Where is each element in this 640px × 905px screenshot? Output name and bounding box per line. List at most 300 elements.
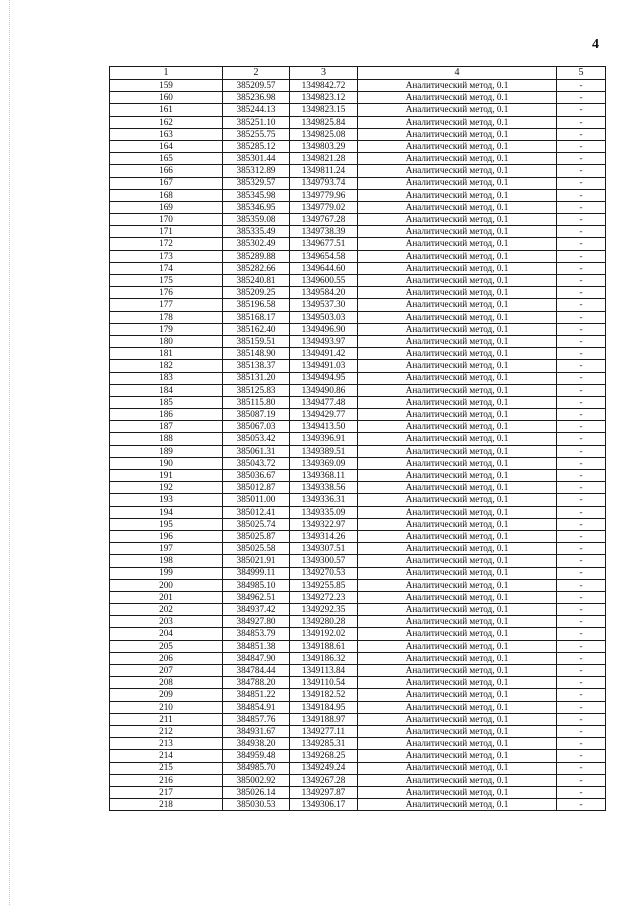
- cell-note: -: [557, 262, 606, 274]
- cell-point-number: 190: [110, 457, 223, 469]
- cell-x-coordinate: 385131.20: [223, 372, 290, 384]
- cell-point-number: 183: [110, 372, 223, 384]
- table-row: [110, 128, 606, 140]
- cell-x-coordinate: 385026.14: [223, 786, 290, 798]
- cell-method: Аналитический метод, 0.1: [358, 713, 557, 725]
- cell-method: Аналитический метод, 0.1: [358, 287, 557, 299]
- table-row: [110, 774, 606, 786]
- table-row: [110, 628, 606, 640]
- cell-method: Аналитический метод, 0.1: [358, 360, 557, 372]
- cell-y-coordinate: 1349825.84: [290, 116, 358, 128]
- cell-y-coordinate: 1349493.97: [290, 335, 358, 347]
- cell-x-coordinate: 385359.08: [223, 214, 290, 226]
- cell-method: Аналитический метод, 0.1: [358, 543, 557, 555]
- cell-method: Аналитический метод, 0.1: [358, 628, 557, 640]
- cell-y-coordinate: 1349503.03: [290, 311, 358, 323]
- cell-y-coordinate: 1349186.32: [290, 652, 358, 664]
- cell-method: Аналитический метод, 0.1: [358, 457, 557, 469]
- cell-method: Аналитический метод, 0.1: [358, 323, 557, 335]
- cell-note: -: [557, 555, 606, 567]
- table-row: [110, 433, 606, 445]
- table-row: [110, 409, 606, 421]
- cell-note: -: [557, 494, 606, 506]
- cell-x-coordinate: 385289.88: [223, 250, 290, 262]
- cell-point-number: 211: [110, 713, 223, 725]
- cell-point-number: 210: [110, 701, 223, 713]
- cell-method: Аналитический метод, 0.1: [358, 396, 557, 408]
- cell-note: -: [557, 604, 606, 616]
- cell-method: Аналитический метод, 0.1: [358, 738, 557, 750]
- cell-y-coordinate: 1349677.51: [290, 238, 358, 250]
- cell-x-coordinate: 385030.53: [223, 799, 290, 811]
- cell-x-coordinate: 385209.57: [223, 80, 290, 92]
- cell-x-coordinate: 384854.91: [223, 701, 290, 713]
- cell-x-coordinate: 385025.74: [223, 518, 290, 530]
- table-row: [110, 372, 606, 384]
- cell-point-number: 163: [110, 128, 223, 140]
- table-row: [110, 80, 606, 92]
- table-row: [110, 799, 606, 811]
- table-row: [110, 482, 606, 494]
- cell-method: Аналитический метод, 0.1: [358, 470, 557, 482]
- cell-note: -: [557, 177, 606, 189]
- cell-x-coordinate: 385021.91: [223, 555, 290, 567]
- cell-x-coordinate: 384985.70: [223, 762, 290, 774]
- cell-y-coordinate: 1349825.08: [290, 128, 358, 140]
- cell-method: Аналитический метод, 0.1: [358, 786, 557, 798]
- cell-method: Аналитический метод, 0.1: [358, 275, 557, 287]
- cell-note: -: [557, 421, 606, 433]
- cell-point-number: 195: [110, 518, 223, 530]
- cell-method: Аналитический метод, 0.1: [358, 311, 557, 323]
- cell-point-number: 199: [110, 567, 223, 579]
- cell-note: -: [557, 457, 606, 469]
- cell-y-coordinate: 1349249.24: [290, 762, 358, 774]
- cell-point-number: 188: [110, 433, 223, 445]
- cell-note: -: [557, 335, 606, 347]
- table-row: [110, 738, 606, 750]
- cell-note: -: [557, 214, 606, 226]
- cell-point-number: 201: [110, 591, 223, 603]
- cell-method: Аналитический метод, 0.1: [358, 530, 557, 542]
- cell-note: -: [557, 616, 606, 628]
- cell-x-coordinate: 385301.44: [223, 153, 290, 165]
- table-row: [110, 287, 606, 299]
- table-row: [110, 543, 606, 555]
- cell-method: Аналитический метод, 0.1: [358, 677, 557, 689]
- table-row: [110, 226, 606, 238]
- cell-note: -: [557, 80, 606, 92]
- cell-note: -: [557, 774, 606, 786]
- cell-x-coordinate: 385159.51: [223, 335, 290, 347]
- cell-note: -: [557, 786, 606, 798]
- cell-note: -: [557, 409, 606, 421]
- cell-point-number: 182: [110, 360, 223, 372]
- cell-note: -: [557, 299, 606, 311]
- cell-y-coordinate: 1349803.29: [290, 140, 358, 152]
- cell-method: Аналитический метод, 0.1: [358, 153, 557, 165]
- cell-y-coordinate: 1349823.15: [290, 104, 358, 116]
- cell-x-coordinate: 385255.75: [223, 128, 290, 140]
- cell-y-coordinate: 1349110.54: [290, 677, 358, 689]
- cell-point-number: 171: [110, 226, 223, 238]
- cell-note: -: [557, 567, 606, 579]
- table-row: [110, 579, 606, 591]
- cell-x-coordinate: 385346.95: [223, 201, 290, 213]
- table-row: [110, 348, 606, 360]
- table-row: [110, 591, 606, 603]
- cell-x-coordinate: 385115.80: [223, 396, 290, 408]
- cell-note: -: [557, 640, 606, 652]
- cell-note: -: [557, 738, 606, 750]
- cell-point-number: 212: [110, 725, 223, 737]
- cell-method: Аналитический метод, 0.1: [358, 384, 557, 396]
- cell-note: -: [557, 750, 606, 762]
- cell-point-number: 161: [110, 104, 223, 116]
- cell-point-number: 218: [110, 799, 223, 811]
- cell-y-coordinate: 1349811.24: [290, 165, 358, 177]
- cell-point-number: 177: [110, 299, 223, 311]
- cell-point-number: 167: [110, 177, 223, 189]
- cell-point-number: 180: [110, 335, 223, 347]
- table-row: [110, 201, 606, 213]
- cell-x-coordinate: 385148.90: [223, 348, 290, 360]
- cell-note: -: [557, 579, 606, 591]
- cell-y-coordinate: 1349268.25: [290, 750, 358, 762]
- cell-method: Аналитический метод, 0.1: [358, 555, 557, 567]
- cell-y-coordinate: 1349496.90: [290, 323, 358, 335]
- cell-note: -: [557, 348, 606, 360]
- cell-y-coordinate: 1349654.58: [290, 250, 358, 262]
- table-row: [110, 616, 606, 628]
- cell-x-coordinate: 385025.58: [223, 543, 290, 555]
- cell-point-number: 172: [110, 238, 223, 250]
- cell-note: -: [557, 689, 606, 701]
- table-row: [110, 104, 606, 116]
- cell-y-coordinate: 1349537.30: [290, 299, 358, 311]
- cell-x-coordinate: 384962.51: [223, 591, 290, 603]
- cell-note: -: [557, 713, 606, 725]
- table-row: [110, 518, 606, 530]
- cell-point-number: 173: [110, 250, 223, 262]
- cell-y-coordinate: 1349584.20: [290, 287, 358, 299]
- cell-x-coordinate: 385061.31: [223, 445, 290, 457]
- table-row: [110, 640, 606, 652]
- table-row: [110, 421, 606, 433]
- cell-x-coordinate: 385125.83: [223, 384, 290, 396]
- cell-x-coordinate: 385335.49: [223, 226, 290, 238]
- cell-y-coordinate: 1349490.86: [290, 384, 358, 396]
- cell-note: -: [557, 287, 606, 299]
- cell-note: -: [557, 518, 606, 530]
- cell-note: -: [557, 104, 606, 116]
- cell-method: Аналитический метод, 0.1: [358, 591, 557, 603]
- cell-method: Аналитический метод, 0.1: [358, 567, 557, 579]
- cell-y-coordinate: 1349338.56: [290, 482, 358, 494]
- cell-x-coordinate: 385162.40: [223, 323, 290, 335]
- cell-y-coordinate: 1349182.52: [290, 689, 358, 701]
- cell-y-coordinate: 1349188.61: [290, 640, 358, 652]
- cell-method: Аналитический метод, 0.1: [358, 177, 557, 189]
- cell-x-coordinate: 385302.49: [223, 238, 290, 250]
- cell-point-number: 208: [110, 677, 223, 689]
- cell-y-coordinate: 1349369.09: [290, 457, 358, 469]
- cell-y-coordinate: 1349322.97: [290, 518, 358, 530]
- cell-x-coordinate: 384927.80: [223, 616, 290, 628]
- cell-x-coordinate: 385209.25: [223, 287, 290, 299]
- table-row: [110, 701, 606, 713]
- cell-x-coordinate: 385138.37: [223, 360, 290, 372]
- table-row: [110, 92, 606, 104]
- cell-method: Аналитический метод, 0.1: [358, 128, 557, 140]
- cell-y-coordinate: 1349842.72: [290, 80, 358, 92]
- cell-method: Аналитический метод, 0.1: [358, 214, 557, 226]
- cell-y-coordinate: 1349368.11: [290, 470, 358, 482]
- cell-y-coordinate: 1349779.02: [290, 201, 358, 213]
- cell-note: -: [557, 543, 606, 555]
- table-row: [110, 360, 606, 372]
- cell-point-number: 178: [110, 311, 223, 323]
- cell-note: -: [557, 140, 606, 152]
- cell-method: Аналитический метод, 0.1: [358, 80, 557, 92]
- cell-x-coordinate: 384938.20: [223, 738, 290, 750]
- cell-x-coordinate: 385087.19: [223, 409, 290, 421]
- cell-point-number: 207: [110, 665, 223, 677]
- table-row: [110, 604, 606, 616]
- cell-note: -: [557, 372, 606, 384]
- cell-method: Аналитический метод, 0.1: [358, 335, 557, 347]
- cell-x-coordinate: 385012.41: [223, 506, 290, 518]
- cell-y-coordinate: 1349272.23: [290, 591, 358, 603]
- table-header-row: [110, 67, 606, 80]
- cell-note: -: [557, 226, 606, 238]
- cell-method: Аналитический метод, 0.1: [358, 250, 557, 262]
- cell-y-coordinate: 1349292.35: [290, 604, 358, 616]
- cell-method: Аналитический метод, 0.1: [358, 640, 557, 652]
- cell-y-coordinate: 1349389.51: [290, 445, 358, 457]
- cell-y-coordinate: 1349255.85: [290, 579, 358, 591]
- cell-y-coordinate: 1349285.31: [290, 738, 358, 750]
- cell-y-coordinate: 1349314.26: [290, 530, 358, 542]
- table-row: [110, 665, 606, 677]
- page-number: 4: [592, 37, 599, 52]
- table-row: [110, 470, 606, 482]
- cell-y-coordinate: 1349188.97: [290, 713, 358, 725]
- cell-y-coordinate: 1349477.48: [290, 396, 358, 408]
- table-row: [110, 786, 606, 798]
- cell-point-number: 187: [110, 421, 223, 433]
- cell-method: Аналитический метод, 0.1: [358, 774, 557, 786]
- cell-y-coordinate: 1349413.50: [290, 421, 358, 433]
- cell-x-coordinate: 385012.87: [223, 482, 290, 494]
- cell-x-coordinate: 384851.22: [223, 689, 290, 701]
- table-row: [110, 677, 606, 689]
- cell-x-coordinate: 385236.98: [223, 92, 290, 104]
- cell-method: Аналитический метод, 0.1: [358, 701, 557, 713]
- cell-note: -: [557, 652, 606, 664]
- cell-method: Аналитический метод, 0.1: [358, 92, 557, 104]
- cell-x-coordinate: 384999.11: [223, 567, 290, 579]
- table-row: [110, 689, 606, 701]
- cell-point-number: 176: [110, 287, 223, 299]
- cell-x-coordinate: 385043.72: [223, 457, 290, 469]
- cell-x-coordinate: 385282.66: [223, 262, 290, 274]
- cell-y-coordinate: 1349491.42: [290, 348, 358, 360]
- cell-method: Аналитический метод, 0.1: [358, 409, 557, 421]
- cell-note: -: [557, 530, 606, 542]
- cell-point-number: 175: [110, 275, 223, 287]
- table-row: [110, 275, 606, 287]
- cell-note: -: [557, 250, 606, 262]
- cell-y-coordinate: 1349821.28: [290, 153, 358, 165]
- cell-method: Аналитический метод, 0.1: [358, 238, 557, 250]
- cell-note: -: [557, 311, 606, 323]
- cell-x-coordinate: 384985.10: [223, 579, 290, 591]
- cell-point-number: 194: [110, 506, 223, 518]
- table-row: [110, 652, 606, 664]
- cell-point-number: 202: [110, 604, 223, 616]
- table-row: [110, 530, 606, 542]
- cell-note: -: [557, 628, 606, 640]
- cell-x-coordinate: 384788.20: [223, 677, 290, 689]
- cell-point-number: 216: [110, 774, 223, 786]
- cell-note: -: [557, 482, 606, 494]
- cell-note: -: [557, 396, 606, 408]
- cell-note: -: [557, 165, 606, 177]
- cell-note: -: [557, 238, 606, 250]
- cell-method: Аналитический метод, 0.1: [358, 433, 557, 445]
- cell-y-coordinate: 1349767.28: [290, 214, 358, 226]
- cell-method: Аналитический метод, 0.1: [358, 494, 557, 506]
- cell-x-coordinate: 385002.92: [223, 774, 290, 786]
- cell-y-coordinate: 1349823.12: [290, 92, 358, 104]
- cell-method: Аналитический метод, 0.1: [358, 226, 557, 238]
- cell-method: Аналитический метод, 0.1: [358, 518, 557, 530]
- cell-method: Аналитический метод, 0.1: [358, 652, 557, 664]
- table-row: [110, 177, 606, 189]
- cell-y-coordinate: 1349644.60: [290, 262, 358, 274]
- cell-note: -: [557, 433, 606, 445]
- cell-method: Аналитический метод, 0.1: [358, 140, 557, 152]
- cell-y-coordinate: 1349277.11: [290, 725, 358, 737]
- cell-x-coordinate: 384851.38: [223, 640, 290, 652]
- cell-x-coordinate: 384847.90: [223, 652, 290, 664]
- scan-edge-line: [9, 0, 10, 905]
- column-header-x-coordinate: 2: [223, 67, 290, 80]
- cell-method: Аналитический метод, 0.1: [358, 604, 557, 616]
- cell-point-number: 164: [110, 140, 223, 152]
- cell-y-coordinate: 1349491.03: [290, 360, 358, 372]
- table-row: [110, 445, 606, 457]
- cell-point-number: 165: [110, 153, 223, 165]
- cell-method: Аналитический метод, 0.1: [358, 165, 557, 177]
- table-row: [110, 494, 606, 506]
- cell-method: Аналитический метод, 0.1: [358, 665, 557, 677]
- cell-point-number: 215: [110, 762, 223, 774]
- cell-method: Аналитический метод, 0.1: [358, 348, 557, 360]
- cell-note: -: [557, 189, 606, 201]
- cell-point-number: 213: [110, 738, 223, 750]
- cell-method: Аналитический метод, 0.1: [358, 116, 557, 128]
- cell-point-number: 162: [110, 116, 223, 128]
- cell-note: -: [557, 128, 606, 140]
- cell-y-coordinate: 1349793.74: [290, 177, 358, 189]
- table-row: [110, 725, 606, 737]
- cell-x-coordinate: 385025.87: [223, 530, 290, 542]
- table-row: [110, 165, 606, 177]
- cell-x-coordinate: 385244.13: [223, 104, 290, 116]
- cell-y-coordinate: 1349336.31: [290, 494, 358, 506]
- cell-method: Аналитический метод, 0.1: [358, 421, 557, 433]
- cell-note: -: [557, 384, 606, 396]
- table-row: [110, 238, 606, 250]
- coordinates-table: [109, 66, 606, 811]
- cell-point-number: 174: [110, 262, 223, 274]
- table-row: [110, 750, 606, 762]
- table-row: [110, 555, 606, 567]
- cell-note: -: [557, 725, 606, 737]
- cell-y-coordinate: 1349306.17: [290, 799, 358, 811]
- cell-point-number: 214: [110, 750, 223, 762]
- cell-point-number: 200: [110, 579, 223, 591]
- cell-note: -: [557, 275, 606, 287]
- cell-y-coordinate: 1349267.28: [290, 774, 358, 786]
- table-row: [110, 396, 606, 408]
- cell-point-number: 160: [110, 92, 223, 104]
- cell-x-coordinate: 385196.58: [223, 299, 290, 311]
- cell-y-coordinate: 1349184.95: [290, 701, 358, 713]
- table-row: [110, 116, 606, 128]
- cell-point-number: 209: [110, 689, 223, 701]
- cell-x-coordinate: 385312.89: [223, 165, 290, 177]
- cell-method: Аналитический метод, 0.1: [358, 799, 557, 811]
- table-row: [110, 457, 606, 469]
- cell-y-coordinate: 1349335.09: [290, 506, 358, 518]
- cell-method: Аналитический метод, 0.1: [358, 482, 557, 494]
- cell-x-coordinate: 385345.98: [223, 189, 290, 201]
- cell-y-coordinate: 1349270.53: [290, 567, 358, 579]
- cell-point-number: 179: [110, 323, 223, 335]
- cell-note: -: [557, 506, 606, 518]
- cell-method: Аналитический метод, 0.1: [358, 762, 557, 774]
- cell-y-coordinate: 1349280.28: [290, 616, 358, 628]
- cell-point-number: 217: [110, 786, 223, 798]
- table-row: [110, 762, 606, 774]
- cell-point-number: 196: [110, 530, 223, 542]
- cell-method: Аналитический метод, 0.1: [358, 506, 557, 518]
- cell-x-coordinate: 384931.67: [223, 725, 290, 737]
- cell-note: -: [557, 92, 606, 104]
- cell-point-number: 191: [110, 470, 223, 482]
- cell-point-number: 186: [110, 409, 223, 421]
- cell-x-coordinate: 385036.67: [223, 470, 290, 482]
- cell-x-coordinate: 385329.57: [223, 177, 290, 189]
- table-row: [110, 335, 606, 347]
- cell-x-coordinate: 384857.76: [223, 713, 290, 725]
- cell-y-coordinate: 1349600.55: [290, 275, 358, 287]
- cell-method: Аналитический метод, 0.1: [358, 445, 557, 457]
- cell-x-coordinate: 385168.17: [223, 311, 290, 323]
- cell-x-coordinate: 384853.79: [223, 628, 290, 640]
- table-body: [110, 80, 606, 811]
- cell-point-number: 206: [110, 652, 223, 664]
- cell-note: -: [557, 470, 606, 482]
- cell-point-number: 197: [110, 543, 223, 555]
- cell-method: Аналитический метод, 0.1: [358, 189, 557, 201]
- cell-method: Аналитический метод, 0.1: [358, 299, 557, 311]
- cell-note: -: [557, 116, 606, 128]
- cell-method: Аналитический метод, 0.1: [358, 616, 557, 628]
